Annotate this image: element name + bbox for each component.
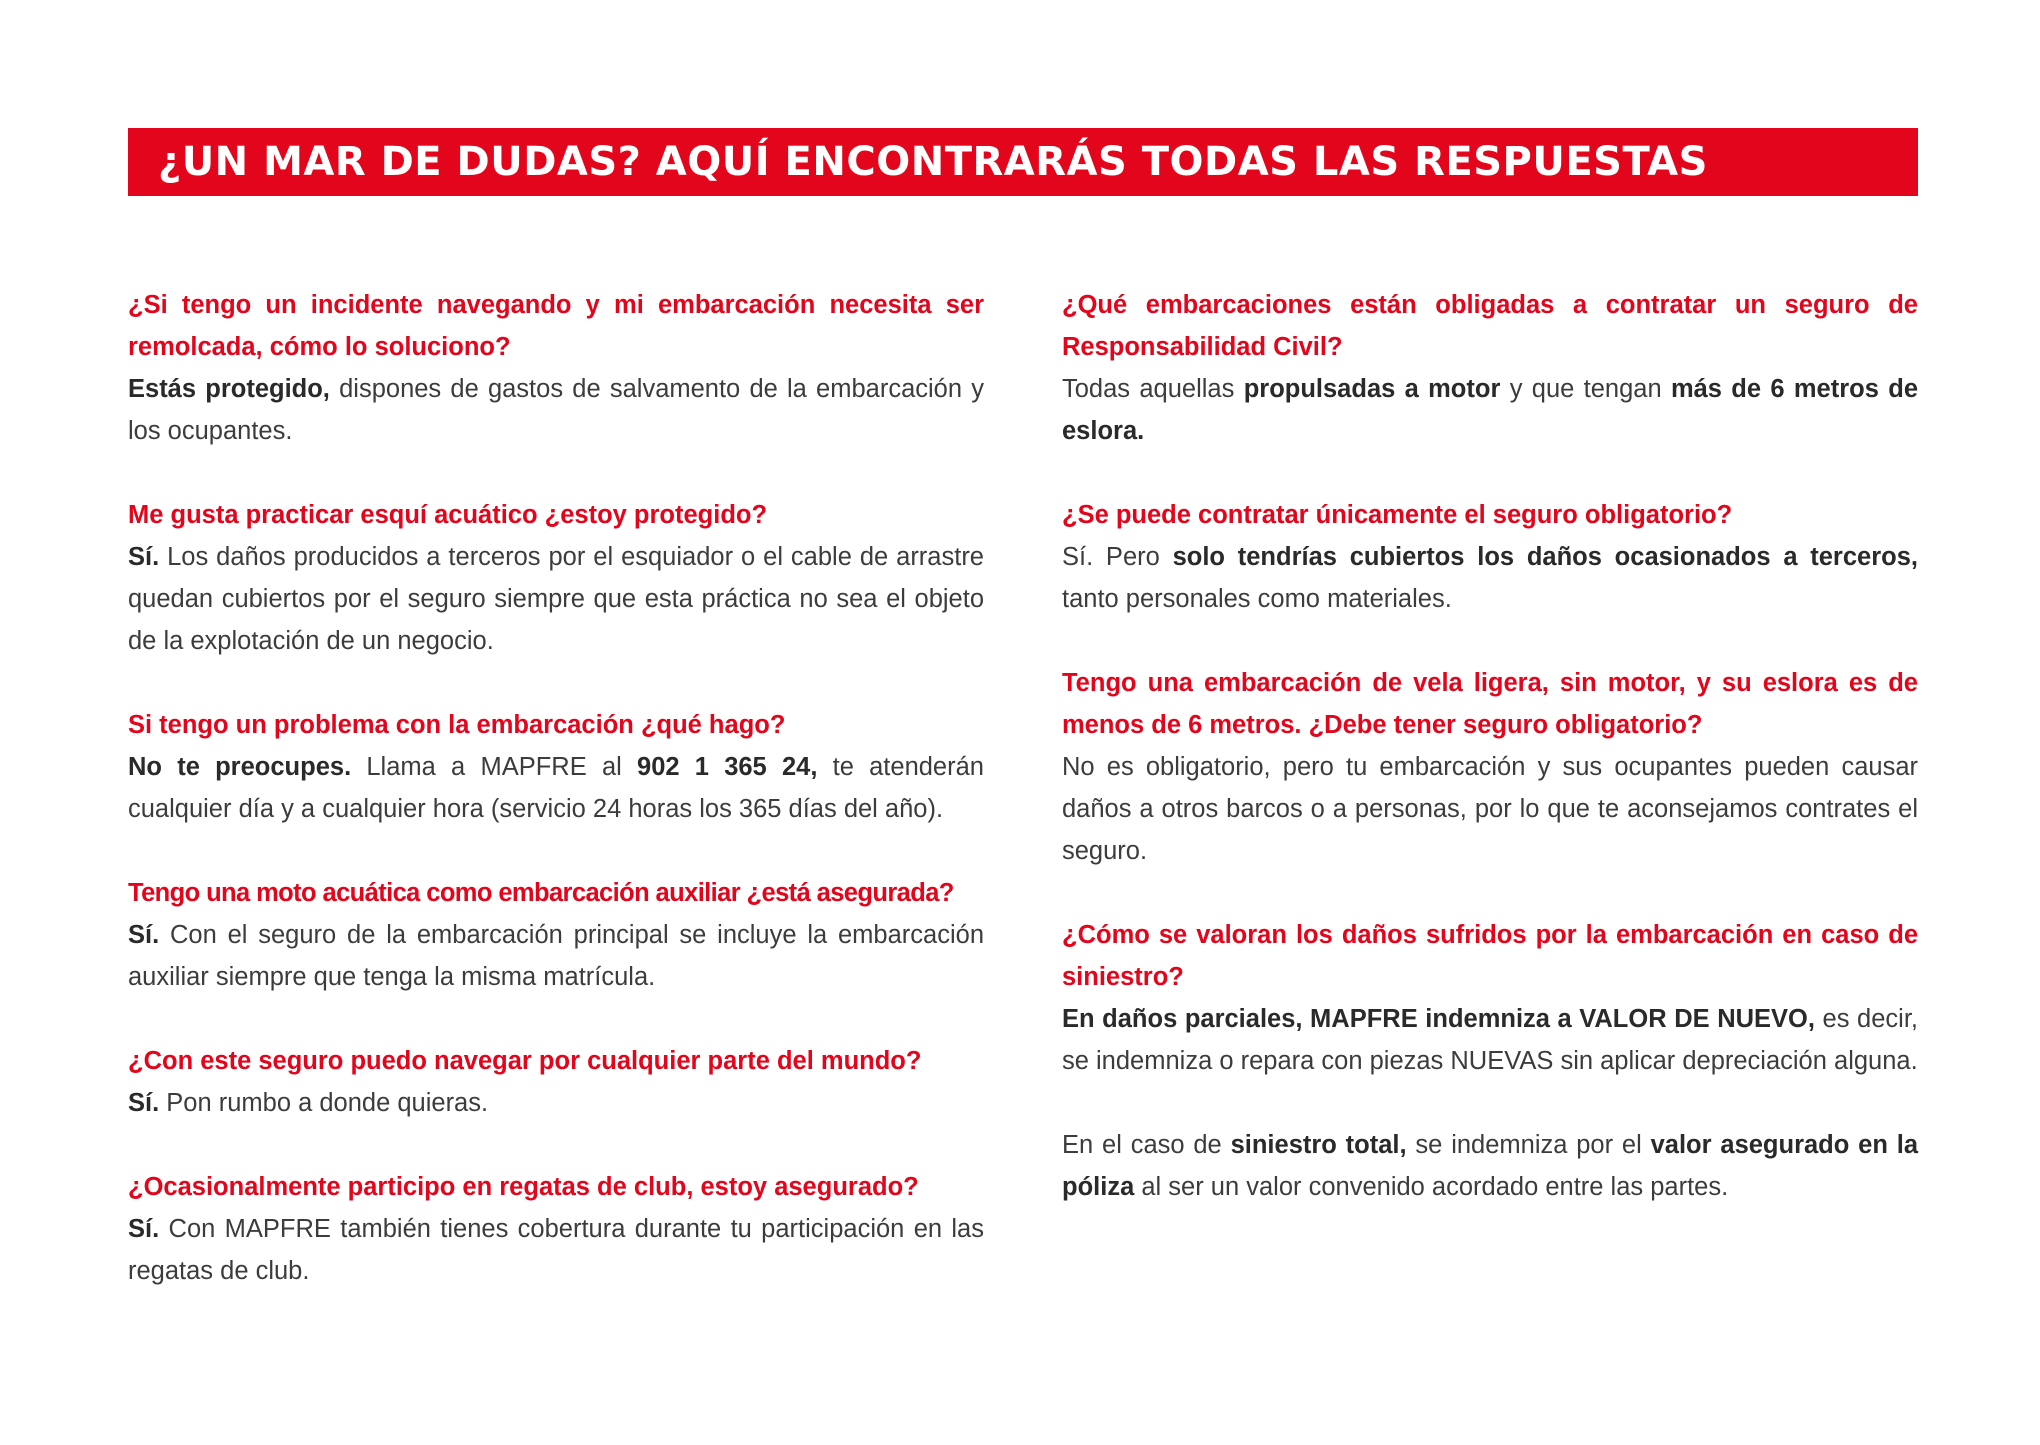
faq-answer (1062, 998, 1918, 1082)
answer-bold: solo tendrías cubiertos los daños ocasionados a terceros, (1172, 543, 1918, 571)
answer-bold: Estás protegido, (128, 375, 330, 403)
answer-text: Sí. Pero (1062, 543, 1173, 571)
faq-answer (1062, 368, 1918, 452)
answer-text: dispones de gastos de salvamento de la embarcación y los ocupantes. (128, 375, 984, 445)
answer-bold: propulsadas a motor (1243, 375, 1501, 403)
faq-item (128, 1040, 984, 1124)
faq-column-left (128, 284, 984, 1334)
answer-bold: Sí. (128, 543, 160, 571)
answer-bold: En daños parciales, MAPFRE indemniza a VALOR DE NUEVO, (1062, 1005, 1815, 1033)
faq-answer (128, 368, 984, 452)
faq-question: Me gusta practicar esquí acuático ¿estoy protegido? (128, 501, 768, 529)
faq-question: Si tengo un problema con la embarcación ¿qué hago? (128, 711, 786, 739)
faq-item (128, 704, 984, 830)
answer-text: Pon rumbo a donde quieras. (159, 1089, 489, 1117)
faq-answer (128, 746, 984, 830)
answer-text: Todas aquellas (1062, 375, 1244, 403)
answer-text: Con el seguro de la embarcación principal se incluye la embarcación auxiliar siempre que tenga la misma matrícula. (128, 921, 984, 991)
answer-text: Llama a MAPFRE al (351, 753, 638, 781)
answer-text: te atenderán cualquier día y a cualquier hora (servicio 24 horas los 365 días del año). (128, 753, 984, 823)
faq-question: ¿Con este seguro puedo navegar por cualquier parte del mundo? (128, 1047, 922, 1075)
phone-number: 902 1 365 24, (637, 753, 818, 781)
faq-item (1062, 914, 1918, 1208)
faq-answer (128, 536, 984, 662)
answer-bold: Sí. (128, 1215, 160, 1243)
faq-item (1062, 494, 1918, 620)
faq-answer (128, 914, 984, 998)
faq-question: Tengo una embarcación de vela ligera, sin motor, y su eslora es de menos de 6 metros. ¿Debe tener seguro obligatorio? (1062, 669, 1918, 739)
faq-column-right (1062, 284, 1918, 1250)
faq-question: ¿Si tengo un incidente navegando y mi embarcación necesita ser remolcada, cómo lo soluciono? (128, 291, 984, 361)
answer-bold: No te preocupes. (128, 753, 352, 781)
faq-answer: No es obligatorio, pero tu embarcación y sus ocupantes pueden causar daños a otros barcos o a personas, por lo que te aconsejamos contrates el seguro. (1062, 753, 1918, 865)
faq-item (1062, 662, 1918, 872)
faq-question: ¿Qué embarcaciones están obligadas a contratar un seguro de Responsabilidad Civil? (1062, 291, 1918, 361)
faq-question: Tengo una moto acuática como embarcación auxiliar ¿está asegurada? (128, 879, 954, 907)
faq-item (128, 872, 984, 998)
faq-item (1062, 284, 1918, 452)
faq-question: ¿Ocasionalmente participo en regatas de club, estoy asegurado? (128, 1173, 919, 1201)
answer-bold: Sí. (128, 921, 160, 949)
faq-item (128, 494, 984, 662)
answer-bold: Sí. (128, 1089, 160, 1117)
faq-question: ¿Cómo se valoran los daños sufridos por la embarcación en caso de siniestro? (1062, 921, 1918, 991)
answer-text: Con MAPFRE también tienes cobertura durante tu participación en las regatas de club. (128, 1215, 984, 1285)
answer-bold: valor asegurado en la póliza (1062, 1131, 1919, 1201)
faq-answer-continued (1062, 1124, 1918, 1208)
answer-text: tanto personales como materiales. (1062, 585, 1452, 613)
answer-bold: siniestro total, (1230, 1131, 1407, 1159)
answer-text: En el caso de (1062, 1131, 1231, 1159)
faq-answer (1062, 536, 1918, 620)
section-banner (128, 128, 1918, 196)
faq-answer (128, 1082, 984, 1124)
faq-answer (128, 1208, 984, 1292)
banner-title: ¿UN MAR DE DUDAS? AQUÍ ENCONTRARÁS TODAS LAS RESPUESTAS (158, 139, 1708, 185)
answer-text: y que tengan (1500, 375, 1671, 403)
faq-item (128, 1166, 984, 1292)
answer-text: se indemniza por el (1406, 1131, 1651, 1159)
answer-text: al ser un valor convenido acordado entre las partes. (1134, 1173, 1729, 1201)
faq-item (128, 284, 984, 452)
answer-bold: más de 6 metros de eslora. (1062, 375, 1918, 445)
faq-question: ¿Se puede contratar únicamente el seguro obligatorio? (1062, 501, 1733, 529)
answer-text: es decir, se indemniza o repara con piezas NUEVAS sin aplicar depreciación alguna. (1062, 1005, 1918, 1075)
answer-text: Los daños producidos a terceros por el esquiador o el cable de arrastre quedan cubiertos por el seguro siempre que esta práctica no sea el objeto de la explotación de un negocio. (128, 543, 984, 655)
